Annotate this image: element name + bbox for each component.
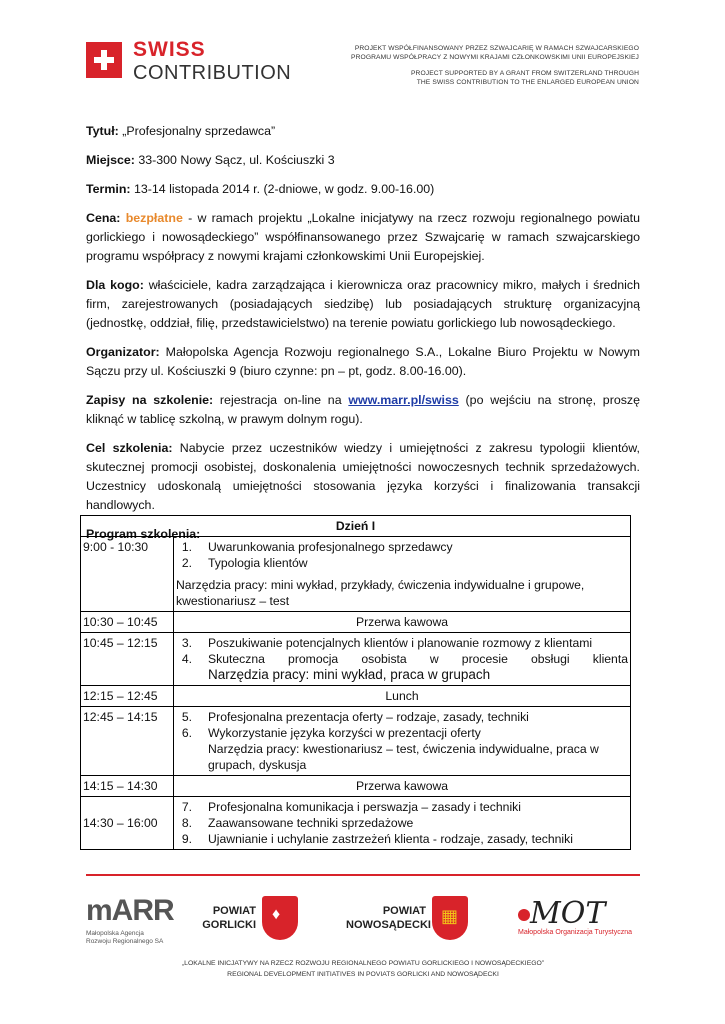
footer-line-en: REGIONAL DEVELOPMENT INITIATIVES IN POVIATS GORLICKI AND NOWOSĄDECKI bbox=[227, 971, 499, 978]
session-tools: Narzędzia pracy: mini wykład, praca w grupach bbox=[208, 667, 491, 682]
topic-list bbox=[176, 709, 628, 741]
table-row bbox=[81, 537, 631, 612]
place-line bbox=[86, 151, 640, 170]
swiss-cross-logo bbox=[86, 42, 122, 78]
topic-text: Poszukiwanie potencjalnych klientów i planowanie rozmowy z klientami bbox=[208, 636, 593, 650]
session-content bbox=[174, 537, 631, 612]
marr-wordmark: mARR bbox=[86, 894, 174, 927]
table-row bbox=[81, 633, 631, 686]
title-label: Tytuł: bbox=[86, 124, 119, 138]
footer-line-pl: „LOKALNE INICJATYWY NA RZECZ ROZWOJU REGIONALNEGO POWIATU GORLICKIEGO I NOWOSĄDECKIEGO” bbox=[181, 960, 545, 967]
topic-number: 2. bbox=[181, 556, 192, 570]
audience-label: Dla kogo: bbox=[86, 278, 144, 292]
footer-project-text bbox=[86, 958, 640, 980]
marr-subtitle-line: Rozwoju Regionalnego SA bbox=[86, 938, 164, 945]
session-time: 9:00 - 10:30 bbox=[81, 537, 174, 612]
date-label: Termin: bbox=[86, 182, 131, 196]
session-time: 14:15 – 14:30 bbox=[81, 776, 174, 797]
topic-text: Zaawansowane techniki sprzedażowe bbox=[208, 816, 414, 830]
marr-subtitle bbox=[86, 930, 174, 946]
session-time: 10:45 – 12:15 bbox=[81, 633, 174, 686]
list-item bbox=[176, 725, 628, 741]
list-item bbox=[176, 815, 628, 831]
powiat-gorlicki-label bbox=[196, 904, 256, 932]
list-item bbox=[176, 651, 628, 667]
audience-paragraph bbox=[86, 276, 640, 333]
brand-contribution: CONTRIBUTION bbox=[133, 62, 292, 84]
goal-label: Cel szkolenia: bbox=[86, 441, 173, 455]
session-time: 14:30 – 16:00 bbox=[81, 797, 174, 850]
break-label: Przerwa kawowa bbox=[174, 612, 631, 633]
place-value: 33-300 Nowy Sącz, ul. Kościuszki 3 bbox=[134, 153, 335, 167]
registration-after: (po wejściu na stronę, proszę kliknąć w tablicę szkolną, w prawym dolnym rogu). bbox=[86, 393, 640, 426]
session-content bbox=[174, 633, 631, 686]
header-project-pl bbox=[351, 45, 639, 62]
header-en-line: THE SWISS CONTRIBUTION TO THE ENLARGED EUROPEAN UNION bbox=[416, 78, 639, 86]
mot-wordmark-icon: MOT bbox=[518, 896, 632, 931]
header-pl-line: PROGRAMU WSPÓŁPRACY Z NOWYMI KRAJAMI CZŁONKOWSKIMI UNII EUROPEJSKIEJ bbox=[351, 53, 639, 61]
list-item bbox=[176, 709, 628, 725]
registration-before: rejestracja on-line na bbox=[213, 393, 349, 407]
table-row bbox=[81, 707, 631, 776]
break-label: Przerwa kawowa bbox=[174, 776, 631, 797]
organizer-value: Małopolska Agencja Rozwoju regionalnego S.A., Lokalne Biuro Projektu w Nowym Sączu przy ul. Kościuszki 9 (biuro czynne: pn – pt, godz. 8.00-16.00). bbox=[86, 345, 640, 378]
topic-text: Skuteczna promocja osobista w procesie obsługi klienta bbox=[208, 652, 628, 666]
topic-number: 8. bbox=[181, 816, 192, 830]
table-row bbox=[81, 797, 631, 850]
nowosadecki-coat-of-arms-icon bbox=[432, 896, 468, 940]
program-table bbox=[80, 515, 631, 850]
organizer-label: Organizator: bbox=[86, 345, 160, 359]
list-item bbox=[176, 799, 628, 815]
topic-list bbox=[176, 539, 628, 571]
marr-subtitle-line: Małopolska Agencja bbox=[86, 930, 144, 937]
mot-logo bbox=[518, 896, 632, 936]
topic-text: Wykorzystanie języka korzyści w prezentacji oferty bbox=[208, 726, 481, 740]
topic-number: 1. bbox=[181, 540, 192, 554]
header-en-line: PROJECT SUPPORTED BY A GRANT FROM SWITZERLAND THROUGH bbox=[411, 70, 639, 77]
session-time: 12:45 – 14:15 bbox=[81, 707, 174, 776]
session-tools: Narzędzia pracy: mini wykład, przykłady, ćwiczenia indywidualne i grupowe, kwestionariusz – test bbox=[176, 578, 585, 608]
list-item bbox=[176, 831, 628, 847]
break-label: Lunch bbox=[174, 686, 631, 707]
table-row bbox=[81, 686, 631, 707]
place-label: Miejsce: bbox=[86, 153, 135, 167]
powiat-line: POWIAT bbox=[212, 905, 256, 917]
date-value: 13-14 listopada 2014 r. (2-dniowe, w godz. 9.00-16.00) bbox=[130, 182, 435, 196]
audience-value: właściciele, kadra zarządzająca i kierownicza oraz pracownicy mikro, małych i średnich firm, zarejestrowanych (posiadających siedzibę) lub posiadających strukturę organizacyjną (jednostkę, oddział, filię, przedstawicielstwo) na terenie powiatu gorlickiego lub nowosądeckiego. bbox=[86, 278, 640, 330]
powiat-line: NOWOSĄDECKI bbox=[346, 919, 431, 931]
header-project-en bbox=[411, 70, 639, 87]
goal-value: Nabycie przez uczestników wiedzy i umiejętności z zakresu typologii klientów, skutecznej promocji osobistej, doskonalenia umiejętności nowoczesnych technik sprzedażowych. Uczestnicy udoskonalą umiejętności stosowania języka korzyści i finalizowania transakcji handlowych. bbox=[86, 441, 640, 512]
list-item bbox=[176, 539, 628, 555]
session-tools: Narzędzia pracy: kwestionariusz – test, ćwiczenia indywidualne, praca w grupach, dyskusja bbox=[208, 742, 599, 772]
date-line bbox=[86, 180, 640, 199]
training-info bbox=[86, 122, 640, 554]
table-row bbox=[81, 612, 631, 633]
powiat-line: POWIAT bbox=[382, 905, 426, 917]
registration-paragraph bbox=[86, 391, 640, 429]
day-header: Dzień I bbox=[81, 516, 631, 537]
organizer-paragraph bbox=[86, 343, 640, 381]
price-label: Cena: bbox=[86, 211, 121, 225]
powiat-line: GORLICKI bbox=[202, 919, 256, 931]
topic-text: Typologia klientów bbox=[208, 556, 308, 570]
price-free: bezpłatne bbox=[125, 211, 183, 225]
topic-number: 6. bbox=[181, 726, 192, 740]
title-value: „Profesjonalny sprzedawca” bbox=[118, 124, 276, 138]
session-content bbox=[174, 707, 631, 776]
title-line bbox=[86, 122, 640, 141]
session-time: 10:30 – 10:45 bbox=[81, 612, 174, 633]
topic-text: Ujawnianie i uchylanie zastrzeżeń klienta - rodzaje, zasady, techniki bbox=[208, 832, 573, 846]
registration-label: Zapisy na szkolenie: bbox=[86, 393, 214, 407]
topic-number: 4. bbox=[181, 652, 192, 666]
gorlicki-coat-of-arms-icon bbox=[262, 896, 298, 940]
brand-swiss: SWISS bbox=[133, 38, 206, 61]
footer-divider bbox=[86, 874, 640, 876]
price-paragraph bbox=[86, 209, 640, 266]
registration-link[interactable]: www.marr.pl/swiss bbox=[348, 393, 459, 407]
table-row bbox=[81, 776, 631, 797]
session-time: 12:15 – 12:45 bbox=[81, 686, 174, 707]
list-item bbox=[176, 635, 628, 651]
table-row bbox=[81, 516, 631, 537]
topic-number: 3. bbox=[181, 636, 192, 650]
price-value: - w ramach projektu „Lokalne inicjatywy na rzecz rozwoju regionalnego powiatu gorlickiego i nowosądeckiego” współfinansowanego przez Szwajcarię w ramach szwajcarskiego programu współpracy z nowymi krajami członkowskimi Unii Europejskiej. bbox=[86, 211, 640, 263]
list-item bbox=[176, 555, 628, 571]
topic-list bbox=[176, 799, 628, 847]
topic-text: Profesjonalna prezentacja oferty – rodzaje, zasady, techniki bbox=[208, 710, 529, 724]
session-content bbox=[174, 797, 631, 850]
topic-number: 7. bbox=[181, 800, 192, 814]
topic-number: 5. bbox=[181, 710, 192, 724]
topic-text: Uwarunkowania profesjonalnego sprzedawcy bbox=[208, 540, 453, 554]
header-pl-line: PROJEKT WSPÓŁFINANSOWANY PRZEZ SZWAJCARIĘ W RAMACH SZWAJCARSKIEGO bbox=[354, 45, 639, 52]
topic-number: 9. bbox=[181, 832, 192, 846]
topic-list bbox=[176, 635, 628, 667]
marr-logo bbox=[86, 894, 174, 946]
mot-subtitle: Małopolska Organizacja Turystyczna bbox=[518, 929, 632, 936]
topic-text: Profesjonalna komunikacja i perswazja – zasady i techniki bbox=[208, 800, 521, 814]
powiat-nowosadecki-label bbox=[346, 904, 431, 932]
goal-paragraph bbox=[86, 439, 640, 515]
program-heading: Program szkolenia: bbox=[86, 527, 201, 541]
